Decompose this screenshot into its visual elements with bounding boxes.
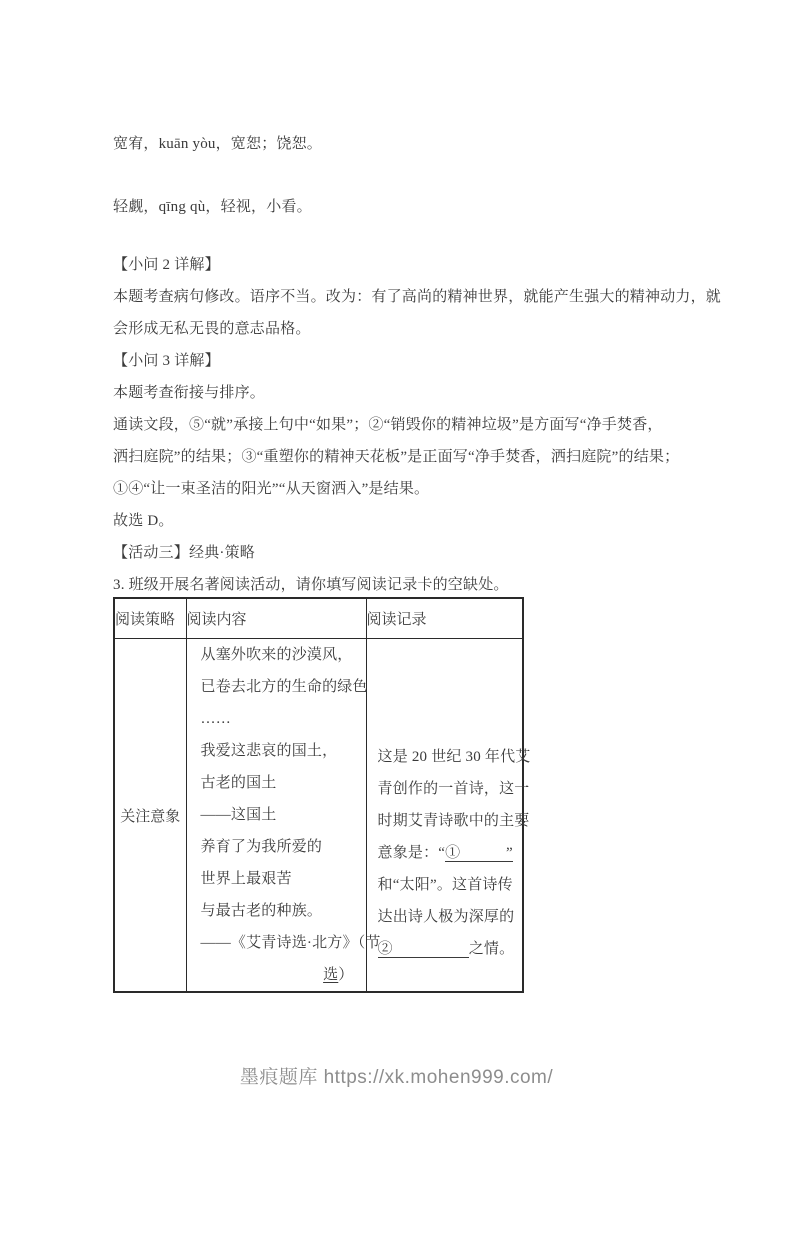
record-line: 青创作的一首诗，这一: [377, 781, 530, 797]
fill-in-blank-2: ②: [377, 941, 469, 957]
record-line: 和“太阳”。这首诗传: [377, 877, 513, 893]
q2-heading: 【小问 2 详解】: [113, 257, 220, 273]
record-blank1-prefix: 意象是：“: [377, 845, 446, 861]
strategy-cell: 关注意象: [114, 639, 186, 993]
q3-explanation-intro: 本题考查衔接与排序。: [113, 385, 266, 401]
poem-source-tail-underlined: 选: [323, 967, 339, 983]
table-header-row: [114, 598, 523, 639]
col-header-reading-strategy: 阅读策略: [114, 598, 186, 639]
record-line-blank-2: [378, 933, 515, 965]
poem-line: 从塞外吹来的沙漠风，: [200, 647, 353, 663]
poem-line: 古老的国土: [200, 775, 277, 791]
q3-explanation-line-3: ①④“让一束圣洁的阳光”“从天窗洒入”是结果。: [113, 481, 430, 497]
definition-qingqu: 轻觑，qīng qù，轻视，小看。: [113, 199, 312, 215]
col-header-reading-content: 阅读内容: [186, 598, 366, 639]
record-line: 这是 20 世纪 30 年代艾: [377, 749, 531, 765]
table-body-row: [114, 639, 523, 993]
record-line: 达出诗人极为深厚的: [377, 909, 515, 925]
record-blank2-suffix: 之情。: [468, 941, 515, 957]
q2-explanation-line-2: 会形成无私无畏的意志品格。: [113, 321, 311, 337]
poem-ellipsis: ……: [200, 711, 231, 727]
fill-in-blank-1: ① ”: [445, 845, 513, 861]
poem-line: 与最古老的种族。: [200, 903, 323, 919]
poem-line: ——这国土: [200, 807, 277, 823]
record-line: 时期艾青诗歌中的主要: [377, 813, 530, 829]
activity3-heading: 【活动三】经典·策略: [113, 545, 255, 561]
col-header-reading-record: 阅读记录: [366, 598, 523, 639]
poem-line: 已卷去北方的生命的绿色: [200, 679, 368, 695]
reading-record-text: [367, 639, 531, 965]
poem-line: 我爱这悲哀的国土，: [200, 743, 338, 759]
poem-source-tail: [201, 959, 354, 991]
q3-answer: 故选 D。: [113, 513, 174, 529]
record-line-blank-1: [378, 837, 515, 869]
definition-kuanyou: 宽宥，kuān yòu，宽恕；饶恕。: [113, 136, 323, 152]
q2-explanation-line-1: 本题考查病句修改。语序不当。改为：有了高尚的精神世界，就能产生强大的精神动力，就: [113, 289, 722, 305]
poem-source-tail-paren: ）: [338, 967, 354, 983]
question-3: 3. 班级开展名著阅读活动，请你填写阅读记录卡的空缺处。: [113, 577, 509, 593]
poem-source-line: ——《艾青诗选·北方》（节: [200, 935, 381, 951]
reading-record-table: [113, 597, 531, 993]
q3-explanation-line-2: 洒扫庭院”的结果；③“重塑你的精神天花板”是正面写“净手焚香，洒扫庭院”的结果；: [113, 449, 680, 465]
poem-line: 养育了为我所爱的: [200, 839, 323, 855]
poem-cell: [186, 639, 381, 993]
q3-explanation-line-1: 通读文段，⑤“就”承接上句中“如果”；②“销毁你的精神垃圾”是方面写“净手焚香，: [113, 417, 663, 433]
poem-line: 世界上最艰苦: [200, 871, 292, 887]
footer-watermark: 墨痕题库 https://xk.mohen999.com/: [239, 1067, 554, 1088]
poem-excerpt: [187, 639, 381, 991]
q3-heading: 【小问 3 详解】: [113, 353, 220, 369]
document-page: [0, 128, 793, 993]
record-cell: [366, 639, 531, 993]
